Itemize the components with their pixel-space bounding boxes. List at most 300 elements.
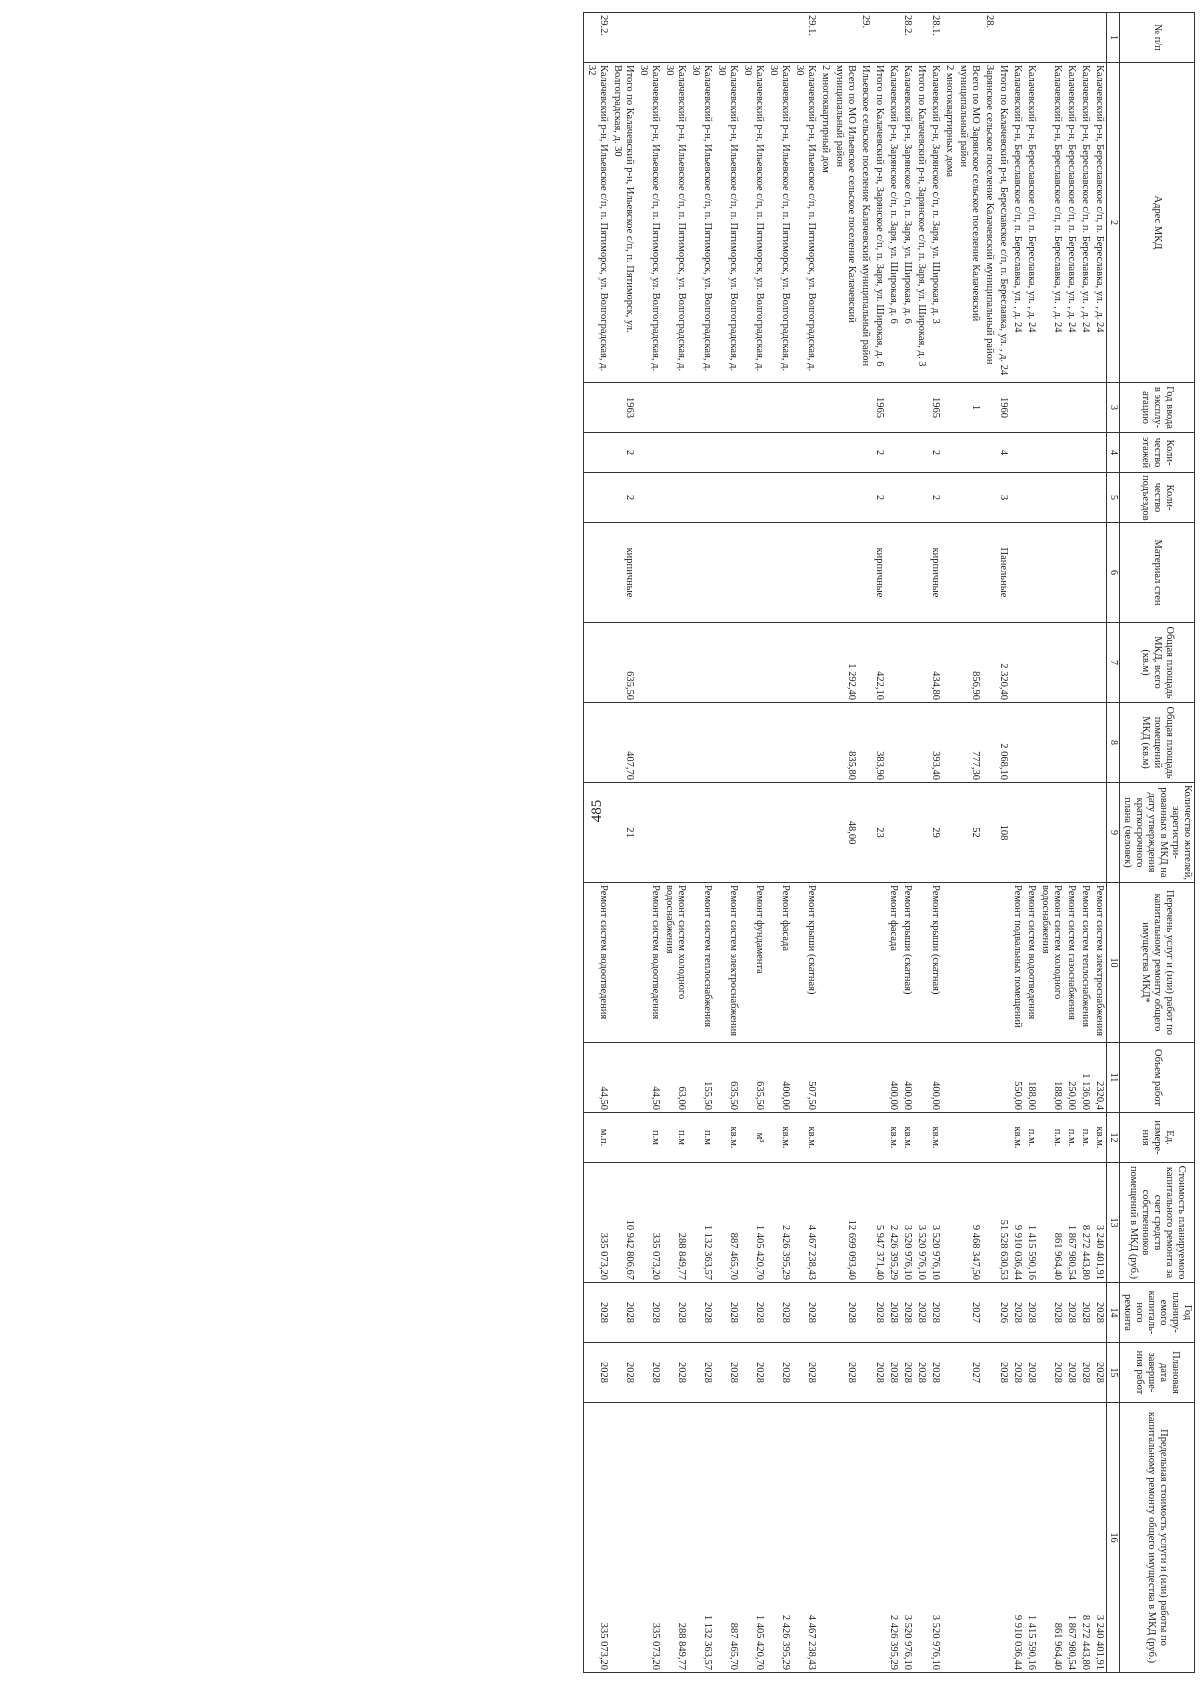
table-cell	[792, 433, 818, 473]
table-cell: п.м	[662, 1113, 688, 1163]
table-cell: 1965	[928, 383, 942, 433]
table-row	[1038, 13, 1064, 1673]
table-cell	[832, 473, 858, 523]
table-cell: Калачевский р-н, Ильевское с/п, п. Пятиморск, ул. Волгоградская, д. 30	[714, 63, 740, 383]
table-cell	[1024, 383, 1038, 433]
table-cell: 335 073,20	[584, 1163, 611, 1283]
table-cell	[1064, 703, 1078, 783]
table-cell	[662, 473, 688, 523]
table-cell	[818, 433, 832, 473]
table-cell	[858, 523, 872, 623]
table-cell: 51 528 630,53	[996, 1163, 1010, 1283]
table-cell: 3 240 401,91	[1092, 1403, 1107, 1673]
table-cell: 507,50	[792, 1043, 818, 1113]
table-row	[1064, 13, 1078, 1673]
table-cell: 2028	[928, 1283, 942, 1343]
table-cell	[610, 13, 636, 63]
table-cell: 635,50	[714, 1043, 740, 1113]
table-cell	[832, 433, 858, 473]
table-cell: Калачевский р-н, Ильевское с/п, п. Пятиморск, ул. Волгоградская, д. 32	[584, 63, 611, 383]
table-cell: кирпичные	[872, 523, 886, 623]
table-row	[636, 13, 662, 1673]
column-number: 16	[1107, 1403, 1120, 1673]
column-header: Коли-чество подъездов	[1120, 473, 1195, 523]
table-cell	[956, 433, 982, 473]
table-cell: 28.2.	[900, 13, 914, 63]
table-cell	[688, 473, 714, 523]
table-cell: 2320,4	[1092, 1043, 1107, 1113]
table-cell	[714, 473, 740, 523]
table-cell: 400,00	[886, 1043, 900, 1113]
column-number: 5	[1107, 473, 1120, 523]
table-cell	[900, 703, 914, 783]
table-cell: 2028	[1010, 1283, 1024, 1343]
table-cell: 29	[928, 783, 942, 883]
table-cell: Ремонт крыши (скатная)	[928, 883, 942, 1043]
table-cell: кв.м.	[714, 1113, 740, 1163]
table-cell	[636, 383, 662, 433]
table-cell: 1963	[610, 383, 636, 433]
table-cell: 29.2.	[584, 13, 611, 63]
column-number: 2	[1107, 63, 1120, 383]
table-cell	[886, 383, 900, 433]
table-cell: 3 520 976,10	[900, 1403, 914, 1673]
table-cell: 188,00	[1038, 1043, 1064, 1113]
table-cell	[914, 1113, 928, 1163]
table-cell: 2	[872, 433, 886, 473]
table-cell	[584, 473, 611, 523]
table-cell	[858, 1113, 872, 1163]
table-cell	[914, 383, 928, 433]
table-cell	[858, 433, 872, 473]
table-cell	[1010, 473, 1024, 523]
table-cell	[956, 473, 982, 523]
table-cell	[832, 883, 858, 1043]
table-cell: 2 многоквартирный дом	[818, 63, 832, 383]
table-cell: 2028	[928, 1343, 942, 1403]
table-cell: 44,50	[584, 1043, 611, 1113]
table-cell	[1092, 433, 1107, 473]
table-cell: Ремонт подвальных помещений	[1010, 883, 1024, 1043]
table-cell: 2028	[1092, 1283, 1107, 1343]
column-header: Год ввода в эксплу-атацию	[1120, 383, 1195, 433]
table-cell	[818, 703, 832, 783]
table-cell	[766, 13, 792, 63]
table-cell: 2028	[832, 1283, 858, 1343]
table-cell	[982, 523, 996, 623]
table-cell: 5 947 371,40	[872, 1163, 886, 1283]
table-cell: Калачевский р-н, Береславское с/п, п. Береславка, ул. , д. 24	[1010, 63, 1024, 383]
table-cell	[942, 1403, 956, 1673]
table-cell	[766, 433, 792, 473]
table-cell	[1064, 433, 1078, 473]
table-cell: 2028	[636, 1283, 662, 1343]
table-cell	[1064, 623, 1078, 703]
column-number: 4	[1107, 433, 1120, 473]
table-cell: 2028	[584, 1283, 611, 1343]
table-cell: Ремонт крыши (скатная)	[792, 883, 818, 1043]
column-number-row	[1107, 13, 1120, 1673]
table-cell: 2 многоквартирных дома	[942, 63, 956, 383]
table-cell	[662, 623, 688, 703]
table-cell	[714, 783, 740, 883]
table-cell: 2026	[996, 1283, 1010, 1343]
table-cell: 1 415 590,16	[1024, 1163, 1038, 1283]
table-cell	[636, 523, 662, 623]
table-cell	[584, 783, 611, 883]
table-cell	[996, 1403, 1010, 1673]
table-cell	[818, 523, 832, 623]
table-cell	[942, 433, 956, 473]
table-cell	[740, 473, 766, 523]
table-cell: 2028	[1010, 1343, 1024, 1403]
table-cell	[1064, 523, 1078, 623]
table-cell: 2028	[740, 1343, 766, 1403]
table-cell: Панельные	[996, 523, 1010, 623]
table-cell: Зарянское сельское поселение Калачевский муниципальный район	[982, 63, 996, 383]
table-cell	[900, 783, 914, 883]
table-cell	[1010, 523, 1024, 623]
table-row	[714, 13, 740, 1673]
column-number: 9	[1107, 783, 1120, 883]
table-cell: 2	[610, 473, 636, 523]
table-cell	[1010, 783, 1024, 883]
table-cell	[584, 623, 611, 703]
table-row	[942, 13, 956, 1673]
table-cell	[886, 783, 900, 883]
table-cell	[1038, 783, 1064, 883]
table-cell: Ремонт систем теплоснабжения	[688, 883, 714, 1043]
table-cell: 1 405 420,70	[740, 1163, 766, 1283]
table-cell: кв.м.	[928, 1113, 942, 1163]
table-cell	[914, 783, 928, 883]
table-cell	[942, 1163, 956, 1283]
table-cell: 2028	[766, 1283, 792, 1343]
table-cell: 1965	[872, 383, 886, 433]
table-cell	[996, 883, 1010, 1043]
table-row	[832, 13, 858, 1673]
table-cell	[900, 383, 914, 433]
table-cell	[858, 1043, 872, 1113]
table-cell	[956, 883, 982, 1043]
table-cell	[982, 1403, 996, 1673]
table-cell: Калачевский р-н, Зарянское с/п, п. Заря, ул. Широкая, д. 6	[900, 63, 914, 383]
table-cell	[914, 433, 928, 473]
table-cell: п.м.	[1078, 1113, 1092, 1163]
column-header: Количество жителей, зарегистри-рованных в МКД на дату утверждения краткосрочного плана (человек)	[1120, 783, 1195, 883]
table-cell	[942, 383, 956, 433]
table-cell	[886, 523, 900, 623]
table-cell	[1024, 783, 1038, 883]
table-cell: Калачевский р-н, Ильевское с/п, п. Пятиморск, ул. Волгоградская, д. 30	[740, 63, 766, 383]
table-cell	[740, 13, 766, 63]
table-cell: 2028	[886, 1343, 900, 1403]
table-cell: 1 132 363,57	[688, 1163, 714, 1283]
table-cell: 288 849,77	[662, 1403, 688, 1673]
table-cell: 12 699 093,40	[832, 1163, 858, 1283]
table-row	[900, 13, 914, 1673]
table-cell: кв.м.	[792, 1113, 818, 1163]
table-cell	[1078, 383, 1092, 433]
table-cell	[662, 383, 688, 433]
table-cell: кв.м.	[900, 1113, 914, 1163]
table-cell: 2028	[1078, 1283, 1092, 1343]
table-cell	[982, 783, 996, 883]
table-cell	[714, 703, 740, 783]
table-row	[928, 13, 942, 1673]
table-cell: 3 520 976,10	[900, 1163, 914, 1283]
table-cell	[832, 383, 858, 433]
table-cell	[1092, 473, 1107, 523]
table-cell: 63,00	[662, 1043, 688, 1113]
table-cell: 2028	[832, 1343, 858, 1403]
table-cell	[584, 523, 611, 623]
table-cell: 861 964,40	[1038, 1163, 1064, 1283]
column-header: Объем работ	[1120, 1043, 1195, 1113]
table-cell: 288 849,77	[662, 1163, 688, 1283]
table-cell	[942, 1283, 956, 1343]
table-cell: Ремонт систем водоотведения	[584, 883, 611, 1043]
column-number: 10	[1107, 883, 1120, 1043]
table-cell: 1 867 980,54	[1064, 1403, 1078, 1673]
table-cell	[858, 1283, 872, 1343]
table-cell: 422,10	[872, 623, 886, 703]
column-header: Перечень услуг и (или) работ по капитальному ремонту общего имущества МКД*	[1120, 883, 1195, 1043]
table-cell: 2 426 395,29	[886, 1163, 900, 1283]
table-cell: 2028	[662, 1283, 688, 1343]
table-cell	[792, 473, 818, 523]
column-header: № п/п	[1120, 13, 1195, 63]
table-cell	[714, 523, 740, 623]
table-cell: 155,50	[688, 1043, 714, 1113]
table-cell	[714, 13, 740, 63]
table-cell	[1038, 13, 1064, 63]
table-cell	[900, 523, 914, 623]
table-cell: Ильевское сельское поселение Калачевский муниципальный район	[858, 63, 872, 383]
column-header: Ед. измере-ния	[1120, 1113, 1195, 1163]
table-cell	[584, 703, 611, 783]
table-cell	[914, 703, 928, 783]
table-cell: 400,00	[900, 1043, 914, 1113]
table-cell: 21	[610, 783, 636, 883]
table-cell: 2028	[610, 1343, 636, 1403]
table-cell: Ремонт систем водоотведения	[636, 883, 662, 1043]
table-cell: 777,30	[956, 703, 982, 783]
table-cell	[982, 473, 996, 523]
table-cell	[886, 433, 900, 473]
table-cell	[740, 383, 766, 433]
column-number: 14	[1107, 1283, 1120, 1343]
table-cell	[1092, 13, 1107, 63]
table-cell	[1064, 383, 1078, 433]
table-cell	[714, 623, 740, 703]
table-cell	[942, 13, 956, 63]
table-row	[872, 13, 886, 1673]
table-cell: 44,50	[636, 1043, 662, 1113]
table-row	[982, 13, 996, 1673]
table-cell	[662, 783, 688, 883]
table-cell	[996, 1043, 1010, 1113]
table-cell: Ремонт систем газоснабжения	[1064, 883, 1078, 1043]
table-cell	[1010, 13, 1024, 63]
table-cell: 2028	[900, 1343, 914, 1403]
table-cell: 856,90	[956, 623, 982, 703]
table-cell	[662, 703, 688, 783]
table-cell: Ремонт систем водоотведения	[1024, 883, 1038, 1043]
table-cell	[914, 623, 928, 703]
table-cell: 48,00	[832, 783, 858, 883]
table-cell: 383,90	[872, 703, 886, 783]
table-cell	[818, 13, 832, 63]
table-cell: 635,50	[610, 623, 636, 703]
table-cell: 23	[872, 783, 886, 883]
table-cell	[956, 13, 982, 63]
table-cell: Итого по Калачевский р-н, Зарянское с/п, п. Заря, ул. Широкая, д. 3	[914, 63, 928, 383]
table-cell: Ремонт систем холодного водоснабжения	[662, 883, 688, 1043]
table-cell	[584, 383, 611, 433]
table-cell	[1010, 703, 1024, 783]
table-cell	[818, 1113, 832, 1163]
column-header: Предельная стоимость услуги и (или) работы по капитальному ремонту общего имущества в МКД (руб.)	[1120, 1403, 1195, 1673]
table-cell: 2	[928, 473, 942, 523]
table-cell	[636, 473, 662, 523]
table-cell: 2028	[886, 1283, 900, 1343]
table-cell	[1038, 473, 1064, 523]
table-cell: 393,40	[928, 703, 942, 783]
table-cell	[610, 883, 636, 1043]
column-header: Общая площадь МКД, всего (кв.м)	[1120, 623, 1195, 703]
table-cell: Калачевский р-н, Береславское с/п, п. Береславка, ул. , д. 24	[1078, 63, 1092, 383]
table-cell	[872, 1113, 886, 1163]
table-cell: 4	[996, 433, 1010, 473]
table-cell	[914, 13, 928, 63]
table-row	[792, 13, 818, 1673]
table-cell: п.м.	[1064, 1113, 1078, 1163]
table-cell: 2028	[636, 1343, 662, 1403]
table-cell: 2028	[1038, 1283, 1064, 1343]
table-cell	[818, 783, 832, 883]
table-cell	[610, 1403, 636, 1673]
table-cell: 2028	[1064, 1343, 1078, 1403]
table-cell	[858, 1403, 872, 1673]
table-cell: 28.	[982, 13, 996, 63]
table-cell: 3	[996, 473, 1010, 523]
table-cell	[740, 433, 766, 473]
table-cell: 2028	[1038, 1343, 1064, 1403]
table-cell: 2 426 395,29	[766, 1163, 792, 1283]
column-number: 11	[1107, 1043, 1120, 1113]
table-cell	[1078, 623, 1092, 703]
table-cell: 1 136,00	[1078, 1043, 1092, 1113]
table-cell	[1078, 783, 1092, 883]
table-cell	[740, 523, 766, 623]
table-cell: 1960	[996, 383, 1010, 433]
table-cell: п.м.	[1024, 1113, 1038, 1163]
column-header: Плановая дата заверше-ния работ	[1120, 1343, 1195, 1403]
table-cell: 887 465,70	[714, 1163, 740, 1283]
table-cell	[832, 523, 858, 623]
table-cell	[982, 1113, 996, 1163]
table-cell	[858, 1343, 872, 1403]
table-cell: 2028	[740, 1283, 766, 1343]
table-cell	[584, 433, 611, 473]
table-cell	[914, 1403, 928, 1673]
table-cell	[956, 523, 982, 623]
table-cell	[1078, 473, 1092, 523]
table-cell: 2028	[914, 1343, 928, 1403]
table-cell	[636, 433, 662, 473]
table-cell	[1038, 523, 1064, 623]
table-cell	[1024, 623, 1038, 703]
table-row	[1010, 13, 1024, 1673]
table-cell: 2028	[688, 1283, 714, 1343]
table-cell: 2027	[956, 1343, 982, 1403]
table-cell: п.м.	[1038, 1113, 1064, 1163]
table-cell: 2028	[1078, 1343, 1092, 1403]
table-cell: 3 240 401,91	[1092, 1163, 1107, 1283]
table-cell: 4 467 238,43	[792, 1163, 818, 1283]
table-cell: кирпичные	[610, 523, 636, 623]
table-cell: 108	[996, 783, 1010, 883]
table-cell	[914, 1043, 928, 1113]
table-cell	[610, 1113, 636, 1163]
table-cell: 2 426 395,29	[886, 1403, 900, 1673]
table-cell: Калачевский р-н, Ильевское с/п, п. Пятиморск, ул. Волгоградская, д. 30	[688, 63, 714, 383]
table-cell: п.м	[636, 1113, 662, 1163]
table-row	[818, 13, 832, 1673]
table-cell: 2028	[766, 1343, 792, 1403]
table-cell	[956, 1043, 982, 1113]
table-cell: 400,00	[766, 1043, 792, 1113]
table-cell: 2028	[662, 1343, 688, 1403]
table-cell	[792, 783, 818, 883]
table-cell	[858, 703, 872, 783]
table-cell	[942, 883, 956, 1043]
column-header: Адрес МКД	[1120, 63, 1195, 383]
table-cell	[982, 1163, 996, 1283]
table-row	[1024, 13, 1038, 1673]
table-cell	[662, 13, 688, 63]
table-cell	[900, 623, 914, 703]
table-cell	[858, 473, 872, 523]
table-cell	[688, 383, 714, 433]
table-cell	[792, 623, 818, 703]
table-cell: 407,70	[610, 703, 636, 783]
table-cell	[1092, 783, 1107, 883]
table-cell: 29.	[858, 13, 872, 63]
table-cell	[956, 1113, 982, 1163]
table-cell: 2028	[792, 1283, 818, 1343]
table-cell	[832, 13, 858, 63]
table-cell: 1 867 980,54	[1064, 1163, 1078, 1283]
table-cell	[818, 883, 832, 1043]
table-cell: Ремонт систем холодного водоснабжения	[1038, 883, 1064, 1043]
table-cell	[1024, 13, 1038, 63]
table-cell: 335 073,20	[636, 1403, 662, 1673]
table-cell	[858, 883, 872, 1043]
table-cell	[942, 473, 956, 523]
column-header: Стоимость планируемого капитального ремонта за счет средств собственников помещений в МКД (руб.)	[1120, 1163, 1195, 1283]
table-cell	[982, 383, 996, 433]
table-cell	[872, 13, 886, 63]
table-cell	[872, 883, 886, 1043]
table-row	[1092, 13, 1107, 1673]
column-number: 6	[1107, 523, 1120, 623]
table-cell	[1092, 623, 1107, 703]
table-cell: 2 426 395,29	[766, 1403, 792, 1673]
table-cell	[1064, 783, 1078, 883]
table-cell: Калачевский р-н, Береславское с/п, п. Береславка, ул. , д. 24	[1092, 63, 1107, 383]
